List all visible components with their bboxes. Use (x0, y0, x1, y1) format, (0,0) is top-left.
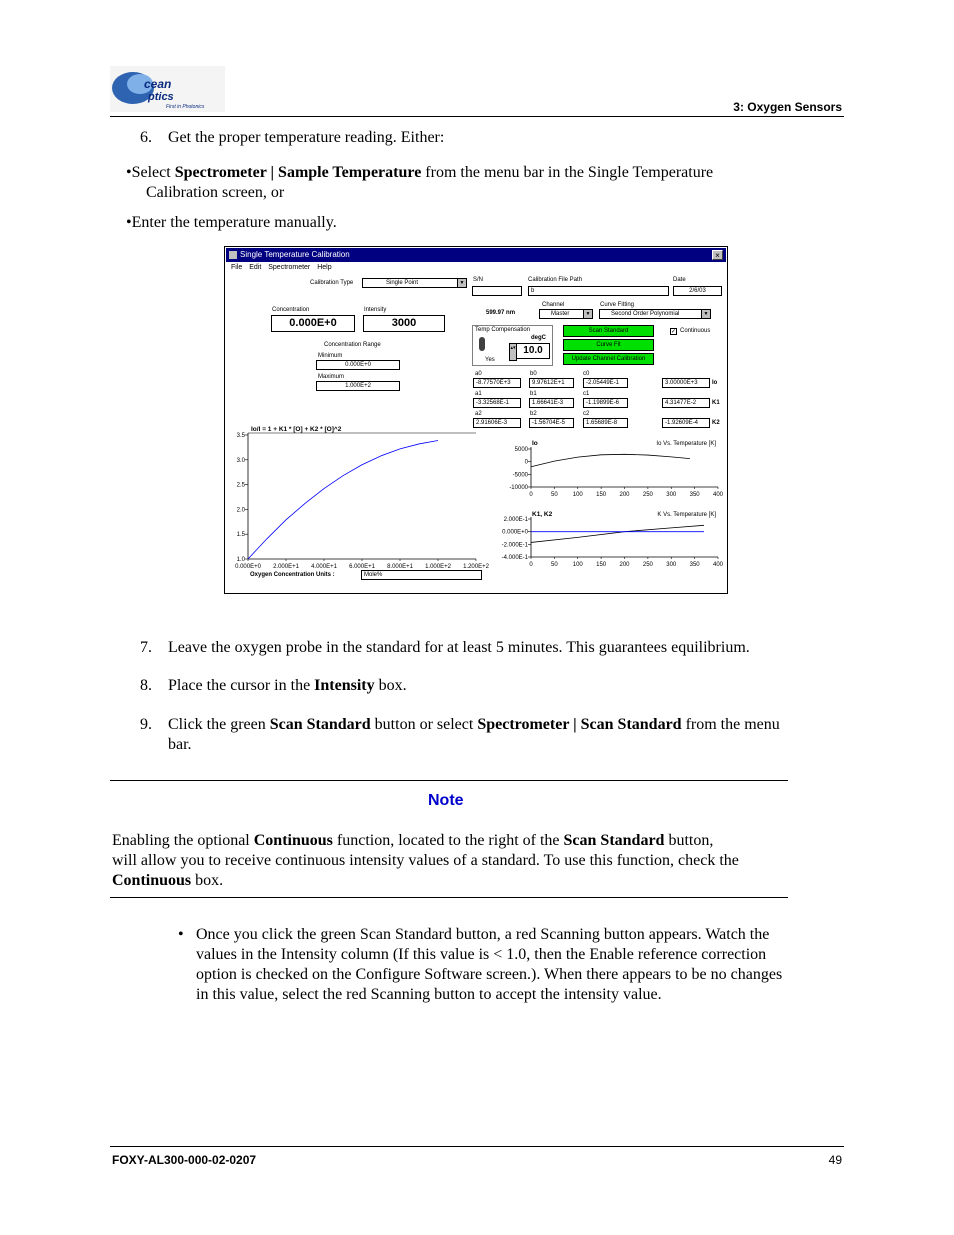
bullet-1-line2: Calibration screen, or (146, 184, 285, 201)
note-l3-bold: Continuous (112, 872, 192, 889)
note-l1-bold1: Continuous (253, 832, 333, 849)
chart-0-x-tick-label: 6.000E+1 (349, 564, 375, 570)
final-bullet-line-2: values in the Intensity column (If this value is < 1.0, then the Enable reference correction (196, 946, 767, 963)
chart-2-x-tick-label: 300 (666, 562, 677, 568)
close-button[interactable]: × (712, 250, 723, 260)
step-9-bold2: Spectrometer | Scan Standard (477, 716, 682, 733)
note-l3-post: box. (191, 872, 224, 889)
calibration-charts (226, 273, 728, 593)
chart-1-y-tick-label: 0 (524, 459, 528, 466)
note-l1-bold2: Scan Standard (563, 832, 665, 849)
c2-field[interactable]: 1.65689E-8 (583, 418, 628, 428)
note-bottom-rule (110, 897, 788, 898)
chart-2-x-tick-label: 250 (642, 562, 653, 568)
single-temperature-calibration-window (224, 246, 728, 594)
step-8 (140, 676, 840, 696)
chart-1-y-tick-label: -5000 (512, 472, 528, 479)
temperature-field[interactable]: 10.0 (516, 343, 550, 359)
sn-label: S/N (473, 277, 484, 283)
chart-0-y-tick-label: 2.0 (236, 507, 245, 514)
chart-1-x-tick-label: 100 (572, 492, 583, 498)
note-heading: Note (428, 792, 464, 809)
chart-1-x-tick-label: 200 (619, 492, 630, 498)
chart-2-x-tick-label: 350 (689, 562, 700, 568)
continuous-label: Continuous (680, 328, 711, 334)
chart-1-y-tick-label: -10000 (509, 485, 528, 491)
step-9-number: 9. (140, 716, 152, 733)
chart-1-x-tick-label: 50 (551, 492, 558, 498)
note-line-1 (112, 831, 812, 851)
chart-2-x-tick-label: 100 (572, 562, 583, 568)
wavelength-unit: nm (506, 310, 516, 316)
wavelength-value: 599.97 (486, 310, 505, 316)
step-6-text: Get the proper temperature reading. Either: (168, 129, 445, 146)
chart-2-y-tick-label: 2.000E-1 (503, 517, 528, 523)
final-bullet-text (178, 925, 838, 1005)
k2-label: K2 (712, 420, 720, 426)
menu-edit[interactable]: Edit (249, 264, 262, 271)
chart-0-x-tick-label: 4.000E+1 (311, 564, 337, 570)
b2-label: b2 (530, 411, 537, 417)
calibration-type-value: Single Point (386, 280, 419, 286)
bullet-1-pre: Select (131, 164, 175, 181)
step-9-pre: Click the green (168, 716, 270, 733)
note-line-3 (112, 871, 812, 891)
temp-stepper[interactable]: ▴▾ (509, 343, 517, 361)
chart-2-subtitle: K Vs. Temperature [K] (657, 512, 716, 518)
concentration-range-label: Concentration Range (324, 342, 381, 348)
b0-field[interactable]: 9.97612E+1 (529, 378, 574, 388)
chart-1-x-tick-label: 250 (642, 492, 653, 498)
svg-text:ptics: ptics (148, 91, 174, 103)
b1-label: b1 (530, 391, 537, 397)
io-field[interactable]: 3.00000E+3 (662, 378, 710, 388)
step-9-post: from the menu (681, 716, 780, 733)
chart-0-title: Io/I = 1 + K1 * [O] + K2 * [O]^2 (251, 426, 342, 433)
concentration-label: Concentration (272, 307, 310, 313)
bullet-1-bold: Spectrometer | Sample Temperature (174, 164, 422, 181)
calibration-file-label: Calibration File Path (528, 277, 583, 283)
step-7-number: 7. (140, 639, 152, 656)
step-9 (140, 715, 840, 753)
bullet-dot: • (178, 926, 184, 943)
intensity-field[interactable]: 3000 (363, 315, 445, 332)
channel-label: Channel (542, 302, 565, 308)
menu-help[interactable]: Help (317, 264, 332, 271)
a0-field[interactable]: -8.77570E+3 (473, 378, 521, 388)
k1-label: K1 (712, 400, 720, 406)
svg-text:First in Photonics: First in Photonics (166, 104, 205, 110)
chart-1-y-tick-label: 5000 (514, 447, 528, 453)
calibration-type-label: Calibration Type (310, 280, 354, 286)
chart-1-x-tick-label: 150 (596, 492, 607, 498)
chart-2-y-tick-label: -2.000E-1 (501, 542, 528, 549)
step-9-line2: bar. (168, 736, 192, 753)
chart-0-x-tick-label: 8.000E+1 (387, 564, 413, 570)
note-l1-pre: Enabling the optional (112, 832, 254, 849)
bullet-select-temperature (126, 163, 826, 203)
curve-fit-button[interactable]: Curve Fit (563, 339, 654, 351)
chart-2-series-0-line (531, 525, 704, 542)
chart-0-series-0-line (248, 440, 438, 559)
oxygen-units-field[interactable]: Mole% (361, 570, 482, 580)
chevron-down-icon: ▼ (701, 310, 710, 318)
chart-1-x-tick-label: 350 (689, 492, 700, 498)
menu-file[interactable]: File (231, 264, 243, 271)
step-8-post: box. (374, 677, 407, 694)
k1-field[interactable]: 4.31477E-2 (662, 398, 710, 408)
date-field[interactable]: 2/6/03 (673, 286, 722, 296)
chevron-down-icon: ▼ (457, 279, 466, 287)
a1-field[interactable]: -3.32568E-1 (473, 398, 521, 408)
step-8-text (168, 676, 407, 696)
curve-fitting-label: Curve Fitting (600, 302, 635, 308)
note-l1-mid: function, located to the right of the (332, 832, 564, 849)
note-top-rule (110, 780, 788, 781)
step-8-bold: Intensity (314, 677, 375, 694)
calibration-file-field[interactable]: b (528, 286, 669, 296)
chart-1-title: Io (532, 440, 538, 447)
chart-2-x-tick-label: 150 (596, 562, 607, 568)
final-bullet-line-3: option is checked on the Configure Software screen.). When there appears to be no changes (196, 966, 783, 983)
chart-0-x-tick-label: 1.200E+2 (463, 564, 489, 570)
window-menubar (226, 262, 726, 273)
b1-field[interactable]: 1.66641E-3 (529, 398, 574, 408)
chart-2-x-tick-label: 50 (551, 562, 558, 568)
chart-0-y-tick-label: 3.5 (236, 433, 245, 439)
step-9-mid: button or select (370, 716, 478, 733)
bullet-dot: • (126, 214, 132, 231)
minimum-label: Minimum (318, 353, 343, 359)
a2-field[interactable]: 2.91606E-3 (473, 418, 521, 428)
bullet-2-text: Enter the temperature manually. (131, 214, 337, 231)
c0-field[interactable]: -2.05449E-1 (583, 378, 628, 388)
chart-0-y-tick-label: 1.5 (236, 532, 245, 539)
chart-2-y-tick-label: -4.000E-1 (501, 555, 528, 561)
step-8-pre: Place the cursor in the (168, 677, 315, 694)
step-6 (140, 128, 445, 148)
section-title: 3: Oxygen Sensors (733, 100, 842, 114)
k2-field[interactable]: -1.92609E-4 (662, 418, 710, 428)
b0-label: b0 (530, 371, 537, 377)
chart-1-subtitle: Io Vs. Temperature [K] (656, 441, 716, 447)
footer-page-number: 49 (828, 1153, 842, 1167)
note-line-2: will allow you to receive continuous intensity values of a standard. To use this function, check the (112, 852, 739, 869)
chart-2-x-tick-label: 0 (529, 562, 533, 568)
minimum-field[interactable]: 0.000E+0 (316, 360, 400, 370)
window-panel (226, 273, 726, 592)
chart-0-y-tick-label: 2.5 (236, 482, 245, 489)
note-body (112, 831, 812, 891)
io-label: Io (712, 380, 718, 386)
chart-0-x-tick-label: 2.000E+1 (273, 564, 299, 570)
step-7 (140, 638, 840, 658)
chart-2-x-tick-label: 400 (712, 562, 724, 568)
bullet-dot: • (126, 164, 132, 181)
chart-2-y-tick-label: 0.000E+0 (502, 529, 528, 536)
step-8-number: 8. (140, 677, 152, 694)
chart-0-x-tick-label: 0.000E+0 (235, 564, 261, 570)
c1-label: c1 (583, 391, 590, 397)
concentration-field[interactable]: 0.000E+0 (271, 315, 355, 332)
continuous-checkbox[interactable]: ✓ (671, 329, 677, 335)
final-bullet-line-4: in this value, select the red Scanning button to accept the intensity value. (196, 986, 662, 1003)
update-channel-calibration-button[interactable]: Update Channel Calibration (563, 353, 654, 365)
b2-field[interactable]: -1.56704E-5 (529, 418, 574, 428)
chevron-down-icon: ▼ (583, 310, 592, 318)
bullet-1-post: from the menu bar in the Single Temperature (421, 164, 714, 181)
maximum-label: Maximum (318, 374, 345, 380)
step-9-text (168, 715, 780, 735)
chart-1-x-tick-label: 0 (529, 492, 533, 498)
bullet-enter-temperature (126, 213, 337, 233)
a0-label: a0 (475, 371, 482, 377)
svg-text:cean: cean (144, 77, 172, 91)
chart-1-x-tick-label: 300 (666, 492, 677, 498)
app-icon (229, 251, 237, 259)
temp-compensation-label: Temp Compensation (475, 327, 531, 333)
chart-1-x-tick-label: 400 (712, 492, 724, 498)
step-9-bold1: Scan Standard (269, 716, 371, 733)
step-6-number: 6. (140, 129, 152, 146)
chart-0-y-tick-label: 1.0 (236, 557, 245, 563)
c0-label: c0 (583, 371, 590, 377)
a2-label: a2 (475, 411, 482, 417)
step-7-text: Leave the oxygen probe in the standard for at least 5 minutes. This guarantees equilibrium. (168, 639, 750, 656)
chart-2-title: K1, K2 (532, 511, 553, 518)
c2-label: c2 (583, 411, 590, 417)
footer-doc-id: FOXY-AL300-000-02-0207 (112, 1153, 257, 1167)
final-bullet (178, 925, 838, 1005)
chart-0-y-tick-label: 3.0 (236, 457, 245, 464)
final-bullet-line-1: Once you click the green Scan Standard button, a red Scanning button appears. Watch the (196, 926, 770, 943)
intensity-label: Intensity (364, 307, 387, 313)
chart-1-series-0-line (531, 454, 690, 466)
degc-label: degC (531, 335, 546, 341)
scan-standard-button[interactable]: Scan Standard (563, 325, 654, 337)
channel-value: Master (551, 311, 570, 317)
chart-0-x-tick-label: 1.000E+2 (425, 564, 451, 570)
note-l1-post: button, (664, 832, 714, 849)
company-logo (110, 66, 225, 112)
date-label: Date (673, 277, 686, 283)
footer-rule (110, 1146, 844, 1147)
chart-2-x-tick-label: 200 (619, 562, 630, 568)
c1-field[interactable]: -1.19899E-6 (583, 398, 628, 408)
oxygen-units-label: Oxygen Concentration Units : (250, 572, 335, 578)
window-title: Single Temperature Calibration (240, 250, 350, 259)
maximum-field[interactable]: 1.000E+2 (316, 381, 400, 391)
a1-label: a1 (475, 391, 482, 397)
curve-fitting-value: Second Order Polynomial (611, 311, 680, 317)
window-titlebar (226, 248, 726, 262)
header-rule (110, 116, 844, 117)
yes-label: Yes (485, 357, 495, 363)
menu-spectrometer[interactable]: Spectrometer (268, 264, 311, 271)
